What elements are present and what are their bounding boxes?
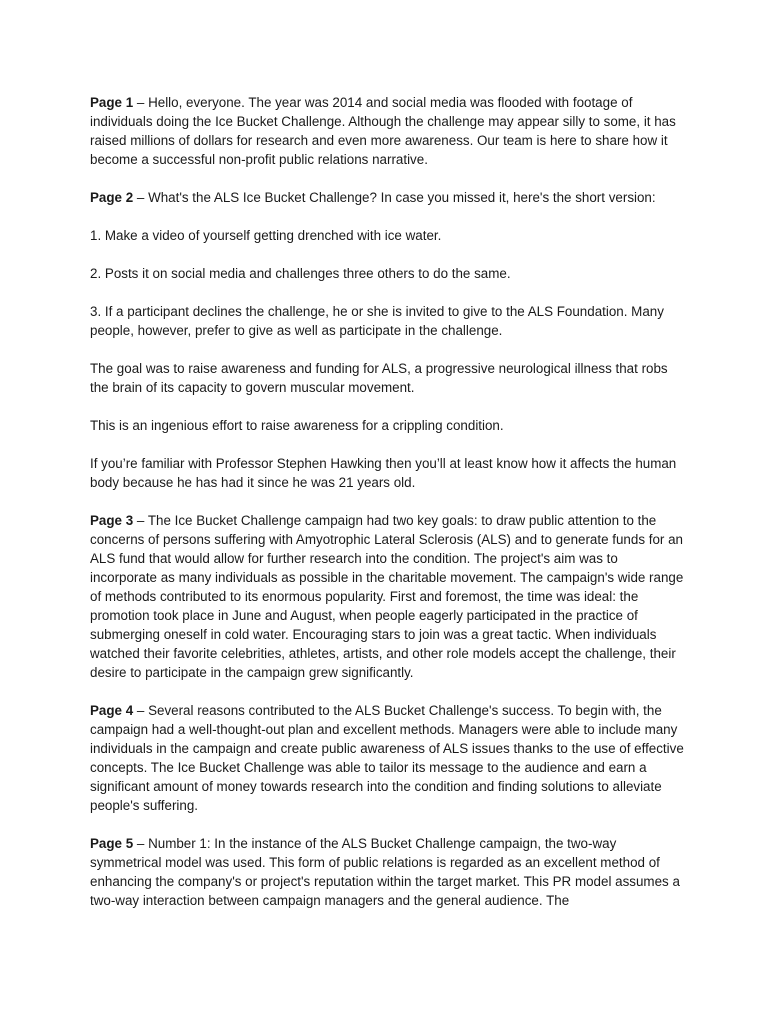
page-5-text: – Number 1: In the instance of the ALS Bucket Challenge campaign, the two-way symmetrical model was used. This form of public relations is regarded as an excellent method of enhancing the company's or project's reputation within the target market. This PR model assumes a two-way interaction between campaign managers and the general audience. The xyxy=(90,836,680,908)
hawking-paragraph: If you’re familiar with Professor Stephen Hawking then you’ll at least know how it affects the human body because he has had it since he was 21 years old. xyxy=(90,456,677,490)
page-4-paragraph xyxy=(90,701,686,815)
ingenious-paragraph: This is an ingenious effort to raise awareness for a crippling condition. xyxy=(90,418,504,433)
step-3-paragraph: 3. If a participant declines the challenge, he or she is invited to give to the ALS Foundation. Many people, however, prefer to give as well as participate in the challenge. xyxy=(90,304,664,338)
page-5-label: Page 5 xyxy=(90,836,134,851)
page-3-paragraph xyxy=(90,511,686,682)
step-1-paragraph: 1. Make a video of yourself getting drenched with ice water. xyxy=(90,228,442,243)
page-4-text: – Several reasons contributed to the ALS Bucket Challenge's success. To begin with, the campaign had a well-thought-out plan and excellent methods. Managers were able to include many individuals in the campaign and create public awareness of ALS issues thanks to the use of effective concepts. The Ice Bucket Challenge was able to tailor its message to the audience and earn a significant amount of money towards research into the condition and finding solutions to alleviate people's suffering. xyxy=(90,703,684,813)
goal-paragraph: The goal was to raise awareness and funding for ALS, a progressive neurological illness that robs the brain of its capacity to govern muscular movement. xyxy=(90,361,668,395)
page-3-label: Page 3 xyxy=(90,513,134,528)
page-1-text: – Hello, everyone. The year was 2014 and social media was flooded with footage of individuals doing the Ice Bucket Challenge. Although the challenge may appear silly to some, it has raised millions of dollars for research and even more awareness. Our team is here to share how it become a successful non-profit public relations narrative. xyxy=(90,95,676,167)
page-4-label: Page 4 xyxy=(90,703,134,718)
page-2-label: Page 2 xyxy=(90,190,134,205)
step-2-paragraph: 2. Posts it on social media and challenges three others to do the same. xyxy=(90,266,511,281)
page-3-text: – The Ice Bucket Challenge campaign had two key goals: to draw public attention to the concerns of persons suffering with Amyotrophic Lateral Sclerosis (ALS) and to generate funds for an ALS fund that would allow for further research into the condition. The project's aim was to incorporate as many individuals as possible in the charitable movement. The campaign's wide range of methods contributed to its enormous popularity. First and foremost, the time was ideal: the promotion took place in June and August, when people eagerly participated in the practice of submerging oneself in cold water. Encouraging stars to join was a great tactic. When individuals watched their favorite celebrities, athletes, artists, and other role models accept the challenge, their desire to participate in the campaign grew significantly. xyxy=(90,513,684,680)
page-1-label: Page 1 xyxy=(90,95,134,110)
document-body xyxy=(90,93,686,929)
page-1-paragraph xyxy=(90,93,686,169)
page-5-paragraph xyxy=(90,834,686,910)
page-2-paragraph xyxy=(90,188,686,207)
page-2-text: – What's the ALS Ice Bucket Challenge? In case you missed it, here's the short version: xyxy=(133,190,656,205)
